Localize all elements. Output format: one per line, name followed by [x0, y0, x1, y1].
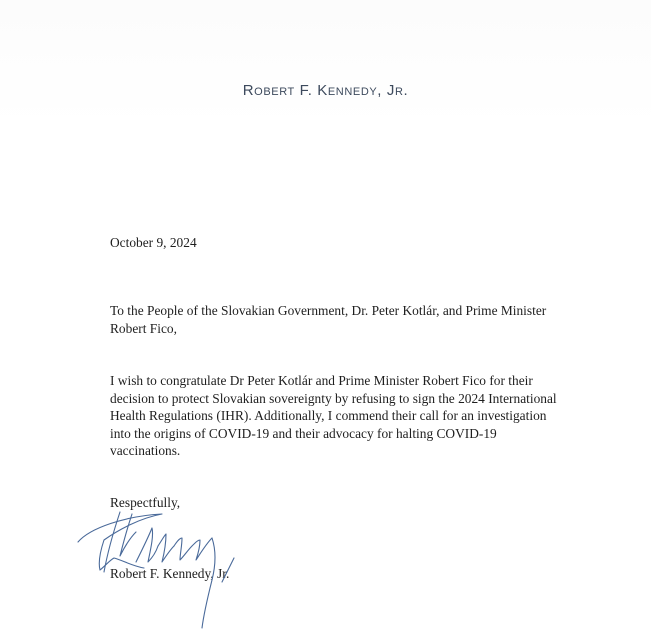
letter-body: I wish to congratulate Dr Peter Kotlár and Prime Minister Robert Fico for their decision to protect Slovakian sovereignty by refusing to sign the 2024 International Health Regulations (IHR). Additionally, I commend their call for an investigation into the origins of COVID-19 and their advocacy for halting COVID-19 vaccinations.	[110, 373, 557, 459]
letter-closing: Respectfully,	[110, 495, 181, 510]
letter-date: October 9, 2024	[110, 235, 197, 250]
letterhead-name: Robert F. Kennedy, Jr.	[242, 82, 409, 99]
letter-salutation: To the People of the Slovakian Government, Dr. Peter Kotlár, and Prime Minister Robert Fico,	[110, 303, 547, 336]
signature-name: Robert F. Kennedy, Jr.	[110, 566, 230, 581]
